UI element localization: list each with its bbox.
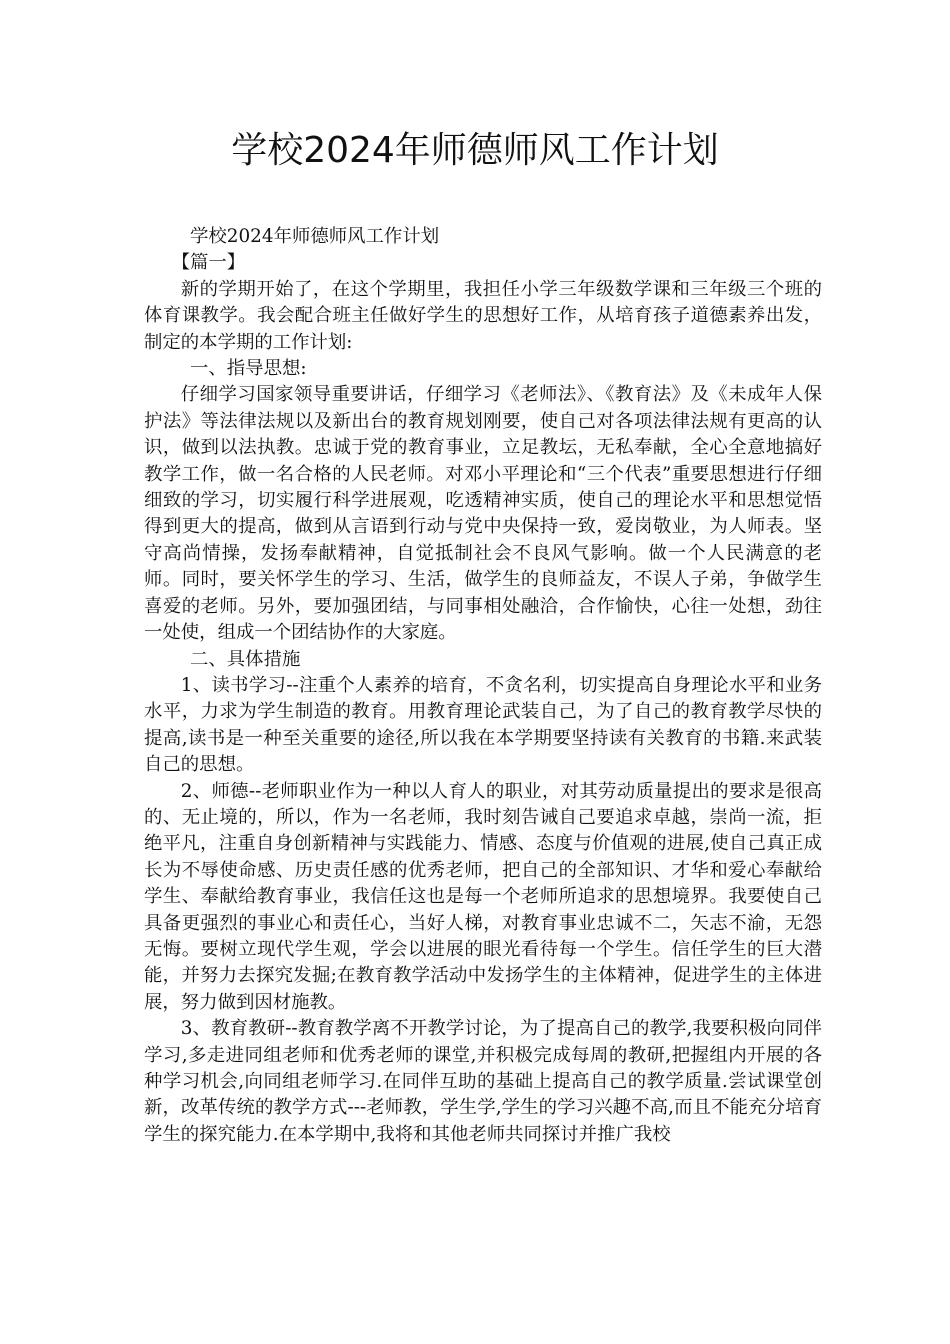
paragraph-guiding-thought: 仔细学习国家领导重要讲话，仔细学习《老师法》、《教育法》及《未成年人保护法》等法律法规以及新出台的教育规划刚要，使自己对各项法律法规有更高的认识，做到以法执教。忠诚于党的教育事业，立足教坛，无私奉献，全心全意地搞好教学工作，做一名合格的人民老师。对邓小平理论和“三个代表”重要思想进行仔细细致的学习，切实履行科学进展观，吃透精神实质，使自己的理论水平和思想觉悟得到更大的提高，做到从言语到行动与党中央保持一致，爱岗敬业，为人师表。坚守高尚情操，发扬奉献精神，自觉抵制社会不良风气影响。做一个人民满意的老师。同时，要关怀学生的学习、生活，做学生的良师益友，不误人子弟，争做学生喜爱的老师。另外，要加强团结，与同事相处融洽，合作愉快，心往一处想，劲往一处使，组成一个团结协作的大家庭。 [144,384,822,644]
document-title: 学校2024年师德师风工作计划 [231,130,719,171]
heading-guiding-thought: 一、指导思想: [190,358,307,380]
document-subtitle: 学校2024年师德师风工作计划 [190,226,440,247]
heading-specific-measures: 二、具体措施 [190,648,301,670]
paragraph-intro: 新的学期开始了，在这个学期里，我担任小学三年级数学课和三年级三个班的体育课教学。我会配合班主任做好学生的思想好工作，从培育孩子道德素养出发，制定的本学期的工作计划: [144,278,822,353]
document-body [144,224,822,1148]
section-mark: 【篇一】 [171,252,246,274]
paragraph-reading-study: 1、读书学习--注重个人素养的培育，不贪名利，切实提高自身理论水平和业务水平，力求为学生制造的教育。用教育理论武装自己，为了自己的教育教学尽快的提高,读书是一种至关重要的途径,所以我在本学期要坚持读有关教育的书籍.来武装自己的思想。 [144,674,822,776]
paragraph-teaching-research: 3、教育教研--教育教学离不开教学讨论，为了提高自己的教学,我要积极向同伴学习,多走进同组老师和优秀老师的课堂,并积极完成每周的教研,把握组内开展的各种学习机会,向同组老师学习.在同伴互助的基础上提高自己的教学质量.尝试课堂创新，改革传统的教学方式---老师教，学生学,学生的学习兴趣不高,而且不能充分培育学生的探究能力.在本学期中,我将和其他老师共同探讨并推广我校 [144,1018,822,1145]
paragraph-teacher-ethics: 2、师德--老师职业作为一种以人育人的职业，对其劳动质量提出的要求是很高的、无止境的，所以，作为一名老师，我时刻告诫自己要追求卓越，崇尚一流，拒绝平凡，注重自身创新精神与实践能力、情感、态度与价值观的进展,使自己真正成长为不辱使命感、历史责任感的优秀老师，把自己的全部知识、才华和爱心奉献给学生、奉献给教育事业，我信任这也是每一个老师所追求的思想境界。我要使自己具备更强烈的事业心和责任心，当好人梯，对教育事业忠诚不二，矢志不渝，无怨无悔。要树立现代学生观，学会以进展的眼光看待每一个学生。信任学生的巨大潜能，并努力去探究发掘;在教育教学活动中发扬学生的主体精神，促进学生的主体进展，努力做到因材施教。 [144,780,822,1013]
